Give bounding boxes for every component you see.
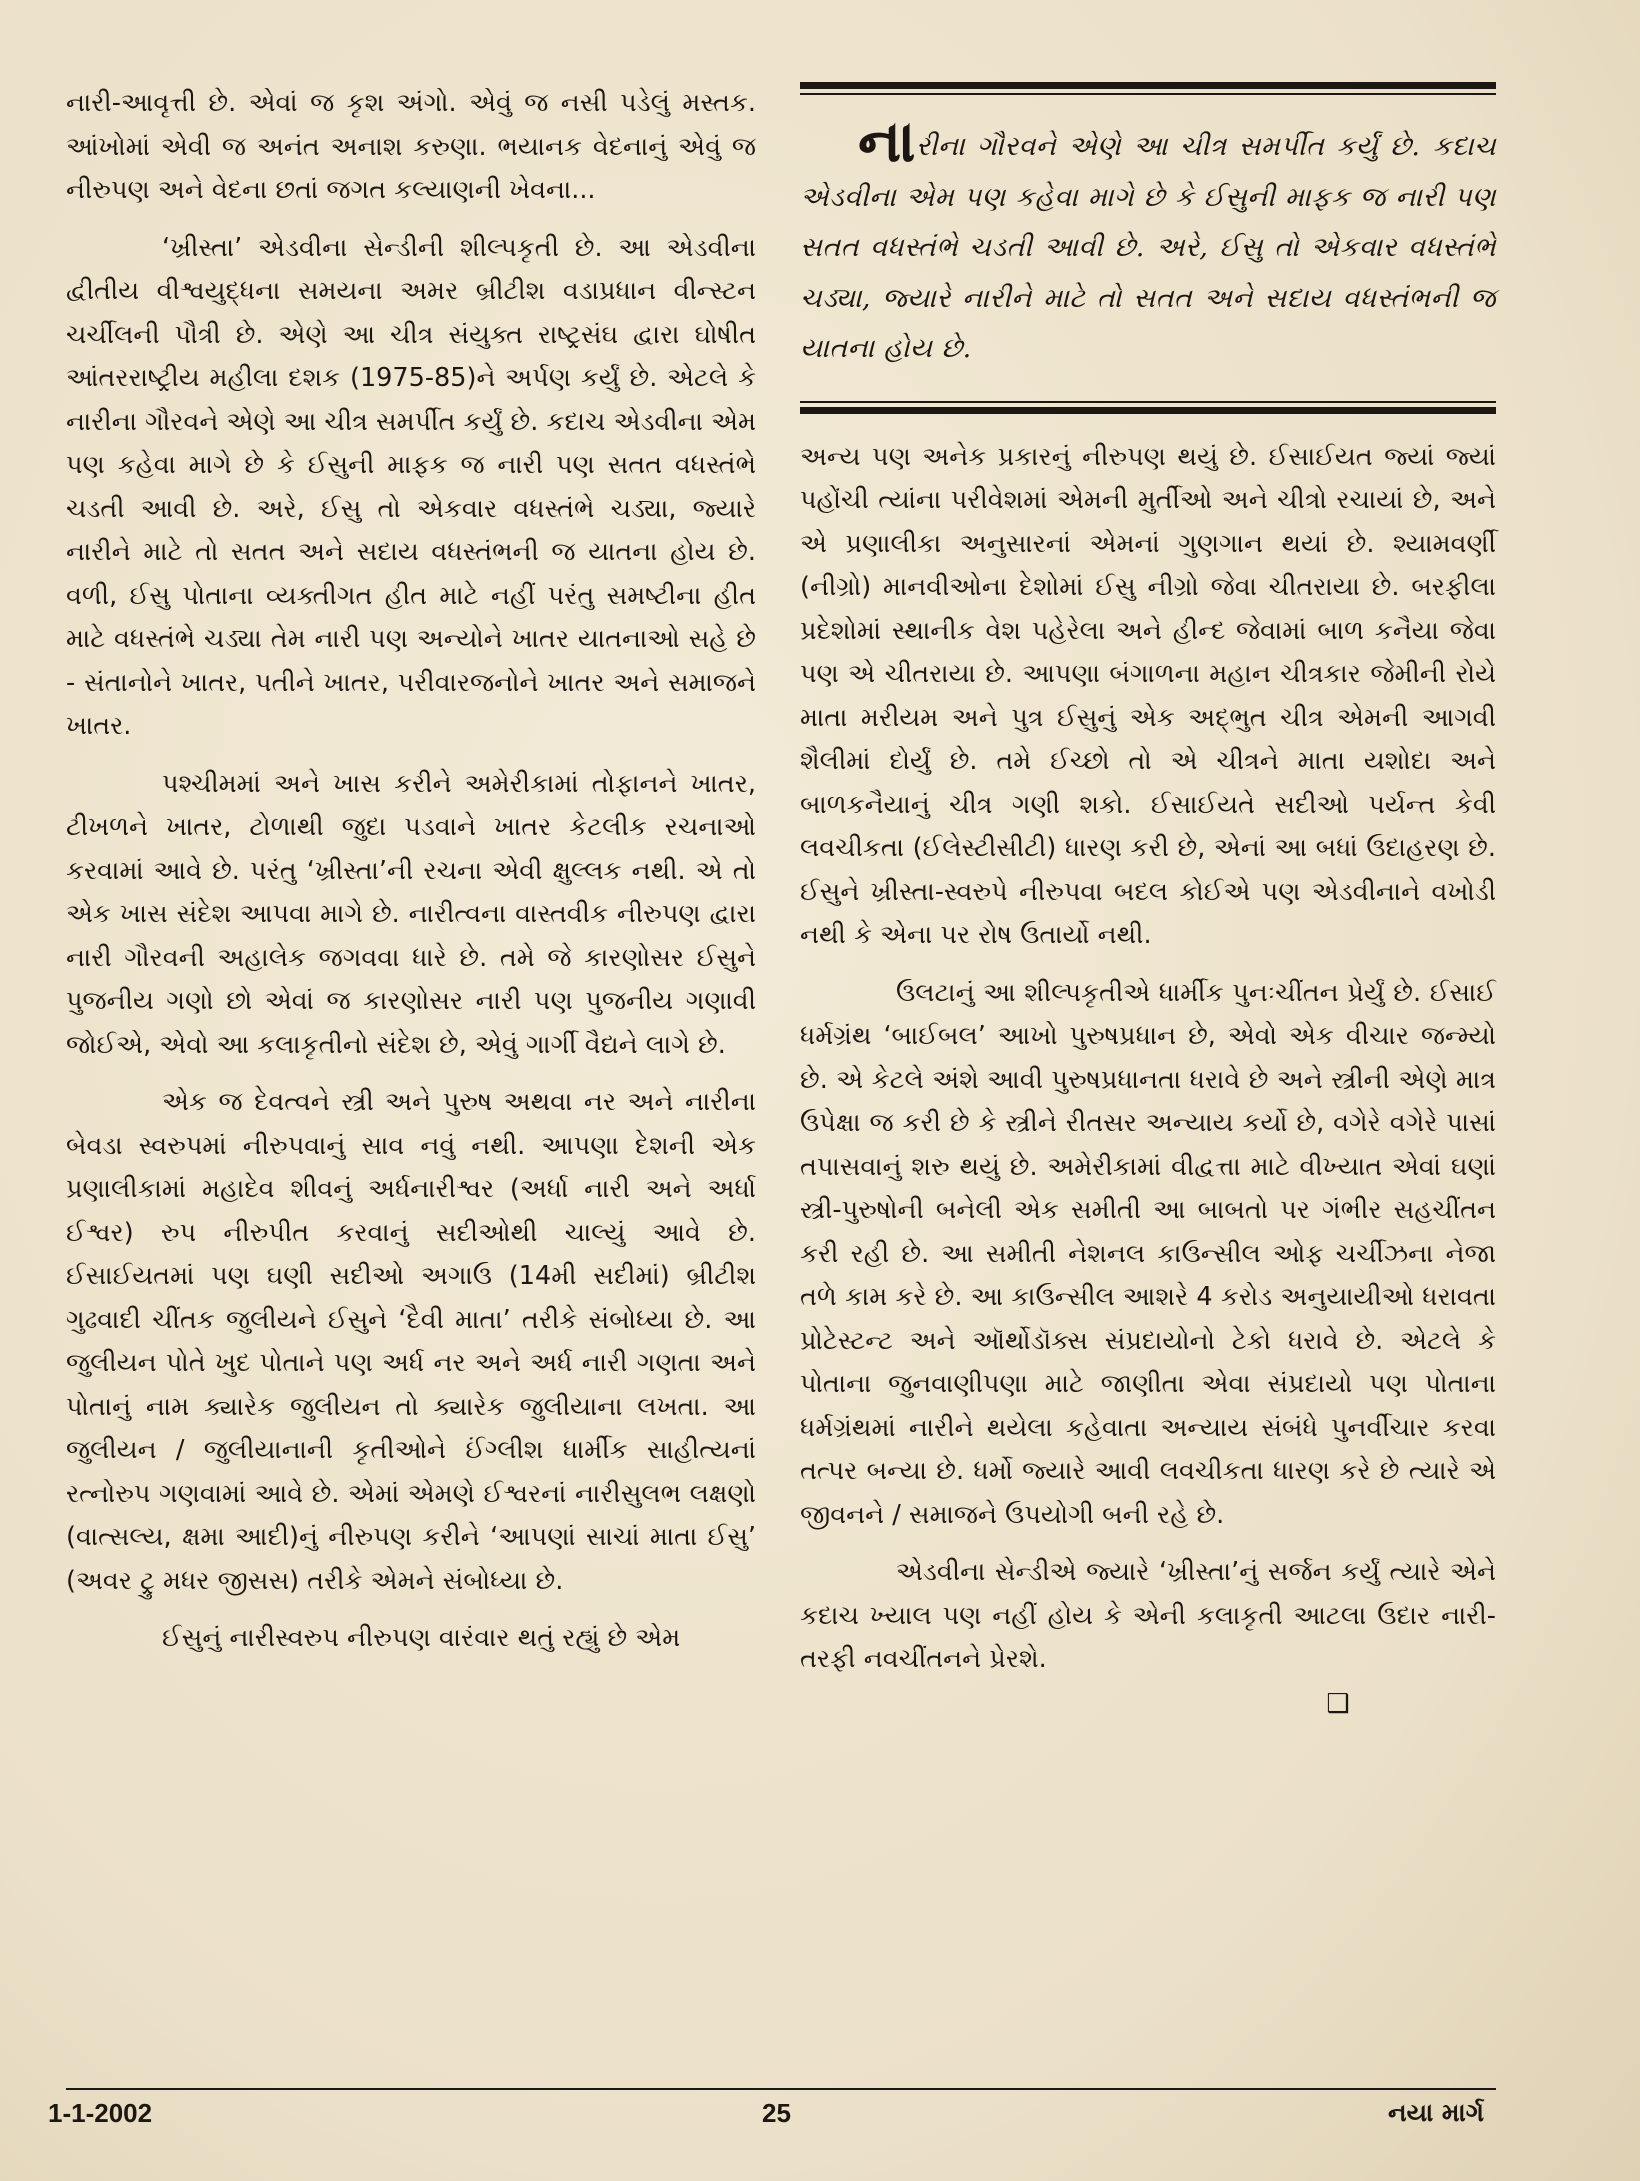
paragraph: અન્ય પણ અનેક પ્રકારનું નીરુપણ થયું છે. ઈસાઈયત જ્યાં જ્યાં પહોંચી ત્યાંના પરીવેશમાં એમની મુર્તીઓ અને ચીત્રો રચાયાં છે, અને એ પ્રણાલીકા અનુસારનાં એમનાં ગુણગાન થયાં છે. શ્યામવર્ણી (નીગ્રો) માનવીઓના દેશોમાં ઈસુ નીગ્રો જેવા ચીતરાયા છે. બરફીલા પ્રદેશોમાં સ્થાનીક વેશ પહેરેલા અને હીન્દ જેવામાં બાળ કનૈયા જેવા પણ એ ચીતરાયા છે. આપણા બંગાળના મહાન ચીત્રકાર જેમીની રોયે માતા મરીયમ અને પુત્ર ઈસુનું એક અદ્ભુત ચીત્ર એમની આગવી શૈલીમાં દોર્યું છે. તમે ઈચ્છો તો એ ચીત્રને માતા યશોદા અને બાળકનૈયાનું ચીત્ર ગણી શકો. ઈસાઈયતે સદીઓ પર્યન્ત કેવી લવચીકતા (ઈલેસ્ટીસીટી) ધારણ કરી છે, એનાં આ બધાં ઉદાહરણ છે. ઈસુને ખ્રીસ્તા-સ્વરુપે નીરુપવા બદલ કોઈએ પણ એડવીનાને વખોડી નથી કે એના પર રોષ ઉતાર્યો નથી. [800,441,1496,950]
pull-quote-top-thin-rule [800,93,1496,95]
paragraph: ઉલટાનું આ શીલ્પકૃતીએ ધાર્મીક પુનઃચીંતન પ્રેર્યું છે. ઈસાઈ ધર્મગ્રંથ ‘બાઈબલ’ આખો પુરુષપ્રધાન છે, એવો એક વીચાર જન્મ્યો છે. એ કેટલે અંશે આવી પુરુષપ્રધાનતા ધરાવે છે અને સ્ત્રીની એણે માત્ર ઉપેક્ષા જ કરી છે કે સ્ત્રીને રીતસર અન્યાય કર્યો છે, વગેરે વગેરે પાસાં તપાસવાનું શરુ થયું છે. અમેરીકામાં વીદ્વત્તા માટે વીખ્યાત એવાં ઘણાં સ્ત્રી-પુરુષોની બનેલી એક સમીતી આ બાબતો પર ગંભીર સહચીંતન કરી રહી છે. આ સમીતી નેશનલ કાઉન્સીલ ઓફ ચર્ચીઝના નેજા તળે કામ કરે છે. આ કાઉન્સીલ આશરે 4 કરોડ અનુયાયીઓ ધરાવતા પ્રોટેસ્ટન્ટ અને ઑર્થોડૉક્સ સંપ્રદાયોનો ટેકો ધરાવે છે. એટલે કે પોતાના જુનવાણીપણા માટે જાણીતા એવા સંપ્રદાયો પણ પોતાના ધર્મગ્રંથમાં નારીને થયેલા કહેવાતા અન્યાય સંબંધે પુનર્વીચાર કરવા તત્પર બન્યા છે. ધર્મો જ્યારે આવી લવચીકતા ધારણ કરે છે ત્યારે એ જીવનને / સમાજને ઉપયોગી બની રહે છે. [800,977,1496,1530]
page-number: 25 [762,2098,791,2128]
paragraph: નારી-આવૃત્તી છે. એવાં જ કૃશ અંગો. એવું જ નસી પડેલું મસ્તક. આંખોમાં એવી જ અનંત અનાશ કરુણા. ભયાનક વેદનાનું એવું જ નીરુપણ અને વેદના છતાં જગત કલ્યાણની ખેવના... [66,88,756,205]
paragraph: એક જ દેવત્વને સ્ત્રી અને પુરુષ અથવા નર અને નારીના બેવડા સ્વરુપમાં નીરુપવાનું સાવ નવું નથી. આપણા દેશની એક પ્રણાલીકામાં મહાદેવ શીવનું અર્ધનારીશ્વર (અર્ધા નારી અને અર્ધા ઈશ્વર) રુપ નીરુપીત કરવાનું સદીઓથી ચાલ્યું આવે છે. ઈસાઈયતમાં પણ ઘણી સદીઓ અગાઉ (14મી સદીમાં) બ્રીટીશ ગુઢવાદી ચીંતક જુલીયને ઈસુને ‘દૈવી માતા’ તરીકે સંબોધ્યા છે. આ જુલીયન પોતે ખુદ પોતાને પણ અર્ધ નર અને અર્ધ નારી ગણતા અને પોતાનું નામ ક્યારેક જુલીયન તો ક્યારેક જુલીયાના લખતા. આ જુલીયન / જુલીયાનાની કૃતીઓને ઈંગ્લીશ ધાર્મીક સાહીત્યનાં રત્નોરુપ ગણવામાં આવે છે. એમાં એમણે ઈશ્વરનાં નારીસુલભ લક્ષણો (વાત્સલ્ય, ક્ષમા આદી)નું નીરુપણ કરીને ‘આપણાં સાચાં માતા ઈસુ’ (અવર ટ્રુ મધર જીસસ) તરીકે એમને સંબોધ્યા છે. [66,1087,756,1596]
paragraph: ઈસુનું નારીસ્વરુપ નીરુપણ વારંવાર થતું રહ્યું છે એમ [162,1623,681,1653]
pull-quote-body: રીના ગૌરવને એણે આ ચીત્ર સમર્પીત કર્યું છે. કદાચ એડવીના એમ પણ કહેવા માગે છે કે ઈસુની માફક જ નારી પણ સતત વધસ્તંભે ચડતી આવી છે. અરે, ઈસુ તો એકવાર વધસ્તંભે ચડ્યા, જ્યારે નારીને માટે તો સતત અને સદાય વધસ્તંભની જ યાતના હોય છે. [800,131,1496,364]
pull-quote-bottom-thin-rule [800,401,1496,403]
end-of-article-icon: ❑ [1326,1688,1350,1719]
paragraph: ‘ખ્રીસ્તા’ એડવીના સેન્ડીની શીલ્પકૃતી છે. આ એડવીના દ્વીતીય વીશ્વયુદ્ધના સમયના અમર બ્રીટીશ વડાપ્રધાન વીન્સ્ટન ચર્ચીલની પૌત્રી છે. એણે આ ચીત્ર સંયુક્ત રાષ્ટ્રસંઘ દ્વારા ઘોષીત આંતરરાષ્ટ્રીય મહીલા દશક (1975-85)ને અર્પણ કર્યું છે. એટલે કે નારીના ગૌરવને એણે આ ચીત્ર સમર્પીત કર્યું છે. કદાચ એડવીના એમ પણ કહેવા માગે છે કે ઈસુની માફક જ નારી પણ સતત વધસ્તંભે ચડતી આવી છે. અરે, ઈસુ તો એકવાર વધસ્તંભે ચડ્યા, જ્યારે નારીને માટે તો સતત અને સદાય વધસ્તંભની જ યાતના હોય છે. વળી, ઈસુ પોતાના વ્યક્તીગત હીત માટે નહીં પરંતુ સમષ્ટીના હીત માટે વધસ્તંભે ચડ્યા તેમ નારી પણ અન્યોને ખાતર યાતનાઓ સહે છે - સંતાનોને ખાતર, પતીને ખાતર, પરીવારજનોને ખાતર અને સમાજને ખાતર. [66,232,756,741]
drop-cap: ના [858,107,916,175]
footer-rule [66,2088,1496,2090]
paragraph: એડવીના સેન્ડીએ જ્યારે ‘ખ્રીસ્તા’નું સર્જન કર્યું ત્યારે એને કદાચ ખ્યાલ પણ નહીં હોય કે એની કલાકૃતી આટલા ઉદાર નારી-તરફી નવચીંતનને પ્રેરશે. [800,1557,1496,1674]
pull-quote [800,82,1496,414]
paragraph: પશ્ચીમમાં અને ખાસ કરીને અમેરીકામાં તોફાનને ખાતર, ટીખળને ખાતર, ટોળાથી જુદા પડવાને ખાતર કેટલીક રચનાઓ કરવામાં આવે છે. પરંતુ ‘ખ્રીસ્તા’ની રચના એવી ક્ષુલ્લક નથી. એ તો એક ખાસ સંદેશ આપવા માગે છે. નારીત્વના વાસ્તવીક નીરુપણ દ્વારા નારી ગૌરવની અહાલેક જગવવા ધારે છે. તમે જે કારણોસર ઈસુને પુજનીય ગણો છો એવાં જ કારણોસર નારી પણ પુજનીય ગણાવી જોઈએ, એવો આ કલાકૃતીનો સંદેશ છે, એવું ગાર્ગી વૈદ્યને લાગે છે. [66,768,756,1060]
issue-date: 1-1-2002 [48,2098,153,2128]
right-column [800,82,1496,1724]
pull-quote-bottom-rule [800,407,1496,414]
left-column [66,82,756,1661]
pull-quote-text [800,107,1496,375]
pull-quote-top-rule [800,82,1496,89]
magazine-name: નયા માર્ગ [1388,2098,1484,2127]
